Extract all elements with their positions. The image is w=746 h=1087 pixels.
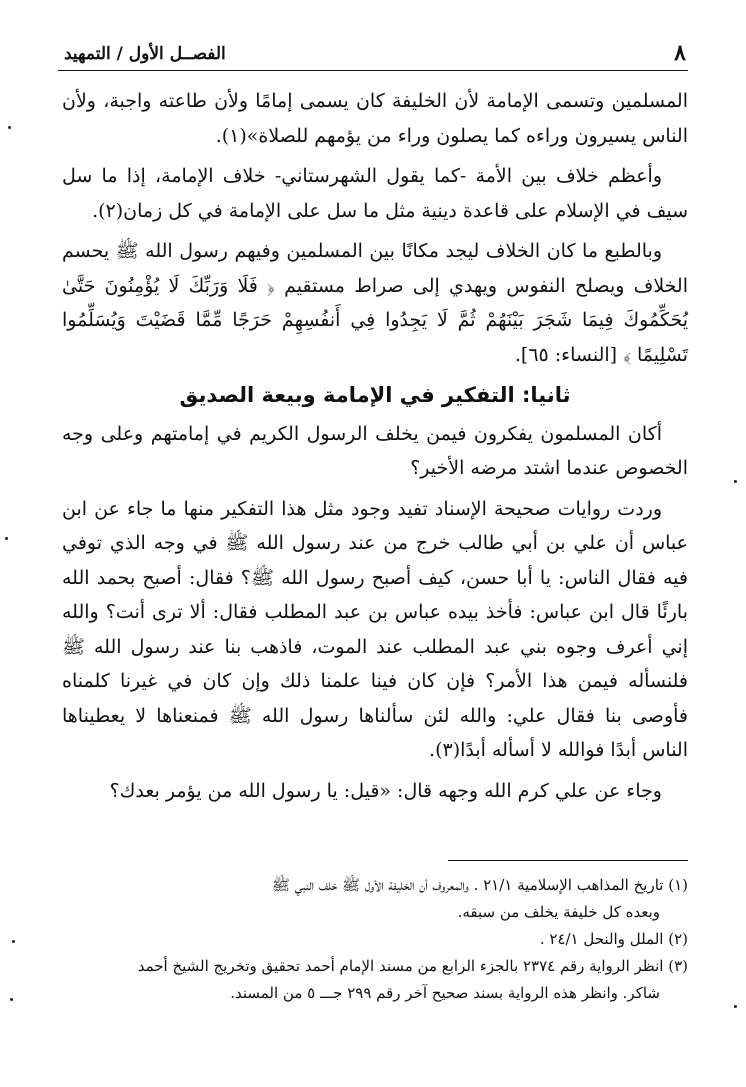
paragraph: وأعظم خلاف بين الأمة -كما يقول الشهرستاني- خلاف الإمامة، إذا ما سل سيف في الإسلام على قاعدة دينية مثل ما سل على الإمامة في كل زمان(٢). [62, 165, 688, 222]
scan-speck [8, 126, 11, 129]
section-heading: ثانيا: التفكير في الإمامة وبيعة الصديق [179, 383, 571, 407]
page-number: ٨ [674, 40, 686, 66]
footnote-2: (٢) الملل والنحل ٢٤/١ . [539, 930, 688, 948]
running-header [58, 40, 688, 71]
footnote-divider [448, 860, 688, 861]
scan-speck [10, 998, 13, 1001]
footnote-3: (٣) انظر الرواية رقم ٢٣٧٤ بالجزء الرابع من مسند الإمام أحمد تحقيق وتخريج الشيخ أحمد [137, 957, 688, 975]
footnote-1-continuation: وبعده كل خليفة يخلف من سبقه. [457, 903, 660, 921]
main-text [62, 84, 688, 814]
scan-speck [5, 537, 8, 540]
chapter-title: الفصــل الأول / التمهيد [64, 44, 226, 64]
scan-speck [12, 940, 15, 943]
footnote-1: (١) تاريخ المذاهب الإسلامية ٢١/١ . والمعروف أن الخليفة الأول ﷺ خلف النبي ﷺ [271, 876, 688, 894]
paragraph: أكان المسلمون يفكرون فيمن يخلف الرسول الكريم في إمامتهم وعلى وجه الخصوص عندما اشتد مرضه الأخير؟ [62, 422, 688, 479]
paragraph: وردت روايات صحيحة الإسناد تفيد وجود مثل هذا التفكير منها ما جاء عن ابن عباس أن علي بن أبي طالب خرج من عند رسول الله ﷺ في وجه الذي توفي فيه فقال الناس: يا أبا حسن، كيف أصبح رسول الله ﷺ؟ فقال: أصبح بحمد الله بارئًا قال ابن عباس: فأخذ بيده عباس بن عبد المطلب فقال: ألا ترى أنت؟ والله إني أعرف وجوه بني عبد المطلب عند الموت، فاذهب بنا عند رسول الله ﷺ فلنسأله فيمن هذا الأمر؟ فإن كان فينا علمنا ذلك وإن كان في غيرنا كلمناه فأوصى بنا فقال علي: والله لئن سألناها رسول الله ﷺ فمنعناها لا يعطيناها الناس أبدًا فوالله لا أسأله أبدًا(٣). [62, 497, 689, 761]
paragraph: وجاء عن علي كرم الله وجهه قال: «قيل: يا رسول الله من يؤمر بعدك؟ [109, 779, 662, 802]
footnotes [60, 872, 688, 1007]
paragraph: وبالطبع ما كان الخلاف ليجد مكانًا بين المسلمين وفيهم رسول الله ﷺ يحسم الخلاف ويصلح النفوس ويهدي إلى صراط مستقيم ﴿ فَلَا وَرَبِّكَ لَا يُؤْمِنُونَ حَتَّىٰ يُحَكِّمُوكَ فِيمَا شَجَرَ بَيْنَهُمْ ثُمَّ لَا يَجِدُوا فِي أَنفُسِهِمْ حَرَجًا مِّمَّا قَضَيْتَ وَيُسَلِّمُوا تَسْلِيمًا ﴾ [النساء: ٦٥]. [62, 240, 688, 366]
scan-speck [734, 480, 737, 483]
paragraph: المسلمين وتسمى الإمامة لأن الخليفة كان يسمى إمامًا ولأن طاعته واجبة، ولأن الناس يسيرون وراءه كما يصلون وراء من يؤمهم للصلاة»(١). [62, 90, 688, 147]
footnote-3-continuation: شاكر. وانظر هذه الرواية بسند صحيح آخر رقم ٢٩٩ جـــ ٥ من المسند. [230, 984, 660, 1002]
scan-speck [734, 1005, 737, 1008]
